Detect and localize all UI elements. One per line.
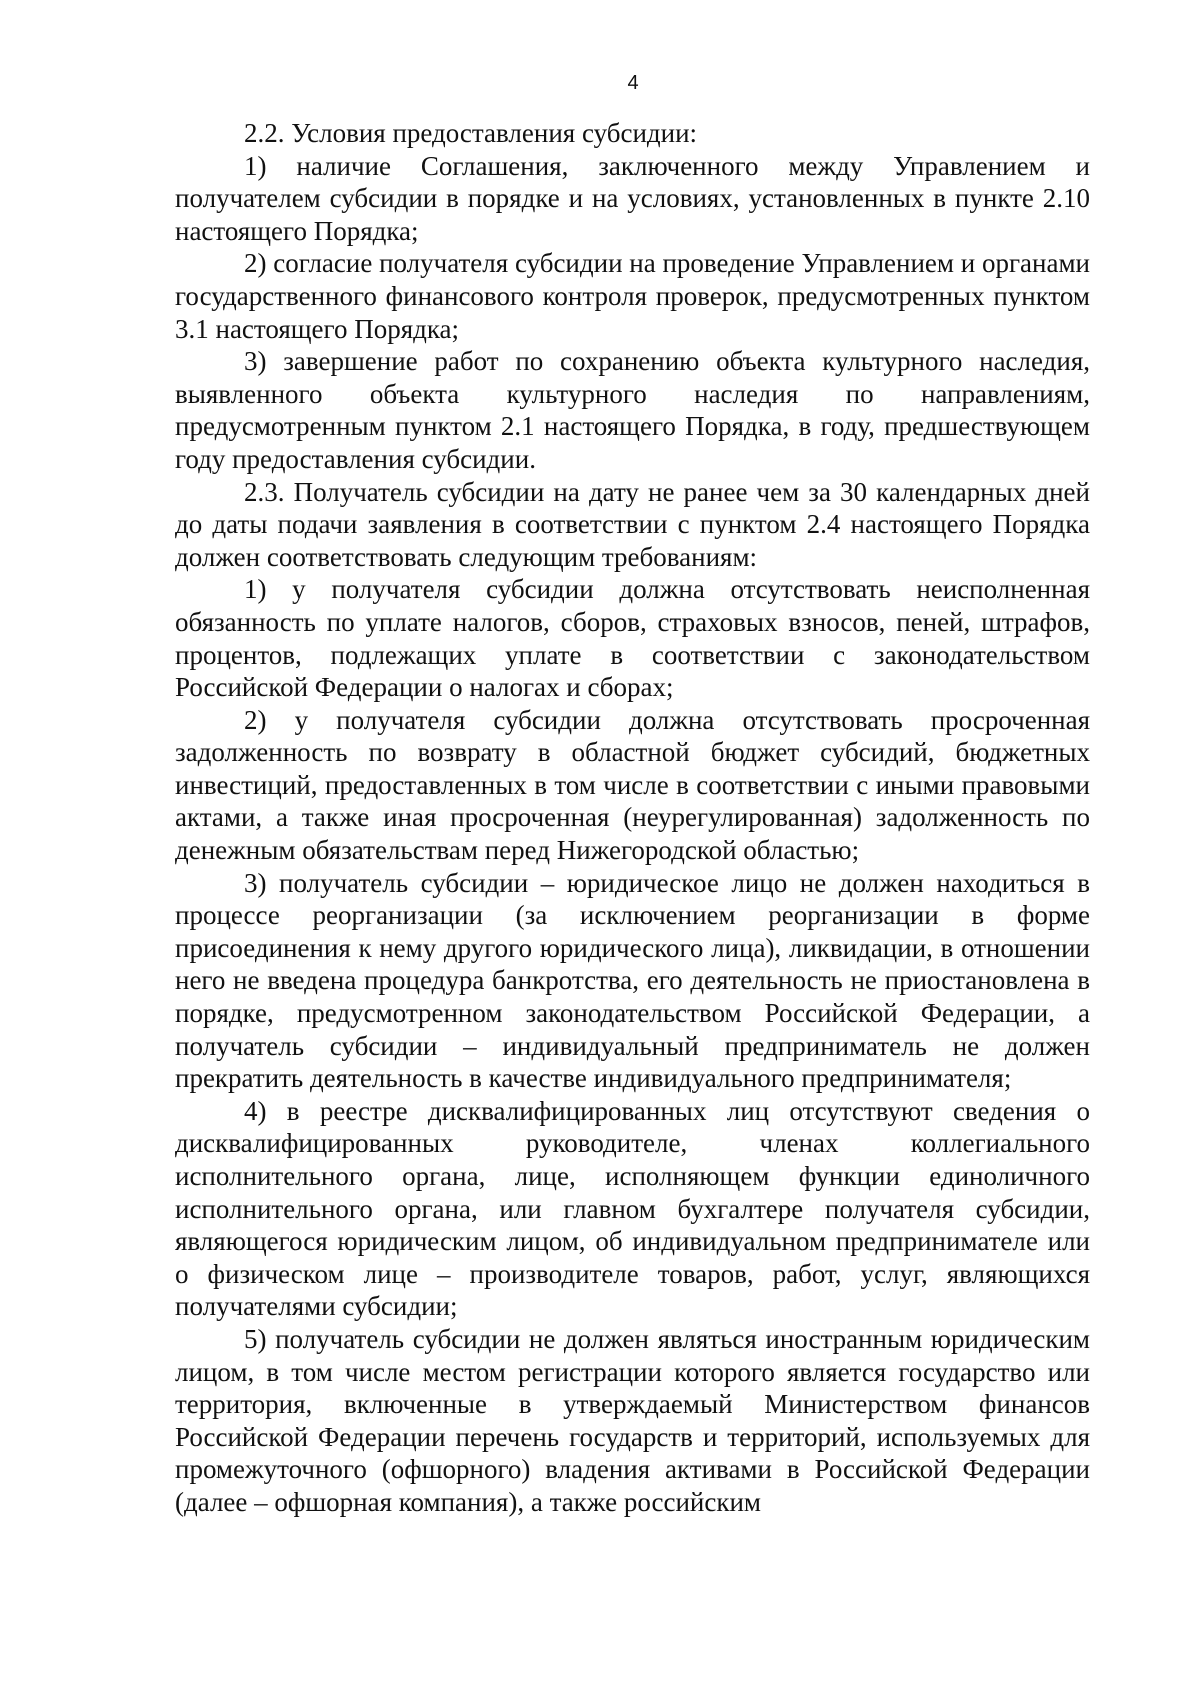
paragraph-2-2-item-3: 3) завершение работ по сохранению объекта культурного наследия, выявленного объекта культурного наследия по направлениям, предусмотренным пунктом 2.1 настоящего Порядка, в году, предшествующем году предоставления субсидии. xyxy=(175,346,1090,474)
paragraph-2-2: 2.2. Условия предоставления субсидии: xyxy=(244,118,698,148)
paragraph-2-2-item-2: 2) согласие получателя субсидии на проведение Управлением и органами государственного финансового контроля проверок, предусмотренных пунктом 3.1 настоящего Порядка; xyxy=(175,248,1090,344)
paragraph-2-3-item-2: 2) у получателя субсидии должна отсутствовать просроченная задолженность по возврату в областной бюджет субсидий, бюджетных инвестиций, предоставленных в том числе в соответствии с иными правовыми актами, а также иная просроченная (неурегулированная) задолженность по денежным обязательствам перед Нижегородской областью; xyxy=(175,704,1090,866)
paragraph-2-3-item-1: 1) у получателя субсидии должна отсутствовать неисполненная обязанность по уплате налогов, сборов, страховых взносов, пеней, штрафов, процентов, подлежащих уплате в соответствии с законодательством Российской Федерации о налогах и сборах; xyxy=(175,574,1090,703)
paragraph-2-3-item-5: 5) получатель субсидии не должен являться иностранным юридическим лицом, в том числе местом регистрации которого является государство или территория, включенные в утверждаемый Министерством финансов Российской Федерации перечень государств и территорий, используемых для промежуточного (офшорного) владения активами в Российской Федерации (далее – офшорная компания), а также российским xyxy=(175,1323,1090,1517)
page-number: 4 xyxy=(627,72,639,94)
paragraph-2-3-item-4: 4) в реестре дисквалифицированных лиц отсутствуют сведения о дисквалифицированных руководителе, членах коллегиального исполнительного органа, лице, исполняющем функции единоличного исполнительного органа, или главном бухгалтере получателя субсидии, являющегося юридическим лицом, об индивидуальном предпринимателе или о физическом лице – производителе товаров, работ, услуг, являющихся получателями субсидии; xyxy=(175,1095,1090,1322)
paragraph-2-3-item-3: 3) получатель субсидии – юридическое лицо не должен находиться в процессе реорганизации (за исключением реорганизации в форме присоединения к нему другого юридического лица), ликвидации, в отношении него не введена процедура банкротства, его деятельность не приостановлена в порядке, предусмотренном законодательством Российской Федерации, а получатель субсидии – индивидуальный предприниматель не должен прекратить деятельность в качестве индивидуального предпринимателя; xyxy=(175,867,1090,1094)
paragraph-2-2-item-1: 1) наличие Соглашения, заключенного между Управлением и получателем субсидии в порядке и на условиях, установленных в пункте 2.10 настоящего Порядка; xyxy=(175,150,1090,246)
paragraph-2-3: 2.3. Получатель субсидии на дату не ранее чем за 30 календарных дней до даты подачи заявления в соответствии с пунктом 2.4 настоящего Порядка должен соответствовать следующим требованиям: xyxy=(175,476,1090,572)
document-body xyxy=(175,117,1090,1519)
